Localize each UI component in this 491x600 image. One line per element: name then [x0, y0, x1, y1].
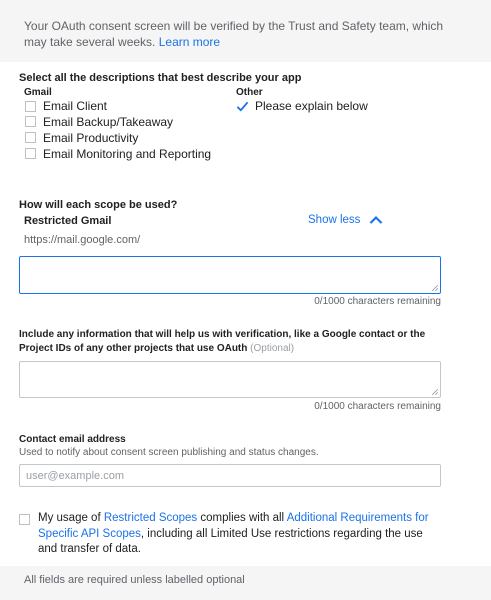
show-less-toggle[interactable]	[308, 214, 383, 226]
email-backup-checkbox[interactable]	[25, 116, 36, 127]
restricted-scopes-link[interactable]: Restricted Scopes	[103, 512, 198, 524]
agreement-suffix: , including all Limited Use restrictions regarding the use and transfer of data.	[38, 527, 423, 555]
option-email-client[interactable]	[25, 98, 211, 114]
email-client-checkbox[interactable]	[25, 101, 36, 112]
option-email-monitoring[interactable]	[25, 146, 211, 162]
verification-label-text: Include any information that will help us with verification, like a Google contact or the Project IDs of any other projects that use OAuth	[19, 329, 426, 354]
notice-message: Your OAuth consent screen will be verified by the Trust and Safety team, which may take several weeks.	[24, 19, 444, 49]
option-email-backup[interactable]	[25, 114, 211, 130]
email-productivity-checkbox[interactable]	[25, 132, 36, 143]
option-label: Email Client	[43, 99, 108, 113]
agreement-middle: complies with all	[200, 512, 285, 524]
checkmark-icon[interactable]	[236, 100, 249, 113]
scope-char-counter: 0/1000 characters remaining	[314, 296, 441, 307]
option-label: Email Backup/Takeaway	[43, 114, 174, 129]
optional-tag: (Optional)	[250, 343, 295, 354]
learn-more-link[interactable]: Learn more	[158, 35, 221, 49]
verification-textarea[interactable]	[19, 361, 441, 398]
contact-email-label: Contact email address	[19, 434, 126, 445]
email-monitoring-checkbox[interactable]	[25, 148, 36, 159]
verification-label	[19, 328, 449, 356]
contact-email-input[interactable]	[19, 464, 441, 487]
scope-name: Restricted Gmail	[24, 215, 112, 227]
resize-handle-icon[interactable]	[432, 389, 438, 395]
agreement-text	[38, 511, 438, 558]
option-label: Email Productivity	[43, 130, 139, 145]
required-fields-note: All fields are required unless labelled optional	[24, 574, 245, 586]
chevron-up-icon	[369, 215, 383, 225]
option-label: Please explain below	[255, 99, 368, 113]
gmail-group-label: Gmail	[24, 87, 52, 98]
descriptions-heading: Select all the descriptions that best describe your app	[19, 72, 302, 84]
additional-requirements-link[interactable]: Additional Requirements for Specific API Scopes	[38, 512, 429, 540]
other-group-label: Other	[236, 87, 263, 98]
gmail-options	[25, 98, 211, 162]
agreement-prefix: My usage of	[38, 512, 101, 524]
option-label: Email Monitoring and Reporting	[43, 146, 212, 161]
contact-email-helper: Used to notify about consent screen publishing and status changes.	[19, 447, 319, 458]
verification-notice-text	[24, 18, 464, 50]
other-options	[236, 98, 368, 114]
scope-url: https://mail.google.com/	[24, 234, 141, 246]
agreement-checkbox[interactable]	[19, 514, 30, 525]
verification-char-counter: 0/1000 characters remaining	[314, 401, 441, 412]
resize-handle-icon[interactable]	[432, 285, 438, 291]
show-less-label: Show less	[308, 214, 361, 226]
option-email-productivity[interactable]	[25, 130, 211, 146]
option-please-explain[interactable]	[236, 98, 368, 114]
scope-heading: How will each scope be used?	[19, 199, 178, 211]
scope-usage-textarea[interactable]	[19, 256, 441, 294]
